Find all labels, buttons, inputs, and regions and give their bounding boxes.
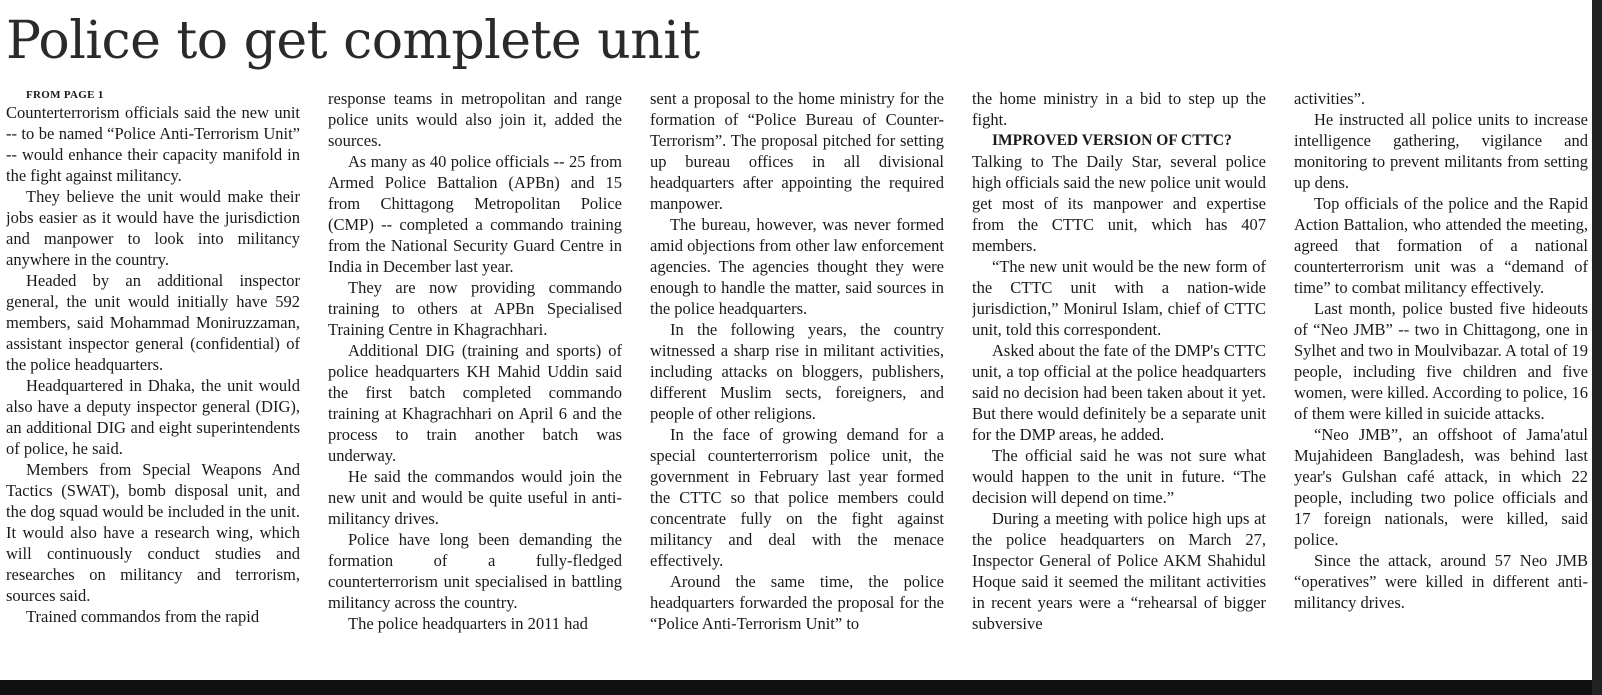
paragraph: The official said he was not sure what would happen to the unit in future. “The decision will depend on time.” [972,446,1266,507]
paragraph: Additional DIG (training and sports) of police headquarters KH Mahid Uddin said the first batch completed commando training at Khagrachhari on April 6 and the process to train another batch was underway. [328,341,622,465]
article-headline: Police to get complete unit [6,11,700,71]
paragraph: response teams in metropolitan and range police units would also join it, added the sources. [328,89,622,150]
paragraph: Around the same time, the police headquarters forwarded the proposal for the “Police Anti-Terrorism Unit” to [650,572,944,633]
paragraph: During a meeting with police high ups at the police headquarters on March 27, Inspector General of Police AKM Shahidul Hoque said it seemed the militant activities in recent years were a “rehearsal of bigger subversive [972,509,1266,633]
paragraph: Since the attack, around 57 Neo JMB “operatives” were killed in different anti-militancy drives. [1294,551,1588,612]
paragraph: Trained commandos from the rapid [26,607,260,626]
paragraph: “Neo JMB”, an offshoot of Jama'atul Mujahideen Bangladesh, was behind last year's Gulshan café attack, in which 22 people, including two police officials and 17 foreign nationals, were killed, said police. [1294,425,1588,549]
paragraph: As many as 40 police officials -- 25 from Armed Police Battalion (APBn) and 15 from Chittagong Metropolitan Police (CMP) -- completed a commando training from the National Security Guard Centre in India in December last year. [328,152,622,276]
column-5 [1294,88,1588,680]
article-columns [6,88,1588,680]
paragraph: Headed by an additional inspector general, the unit would initially have 592 members, said Mohammad Moniruzzaman, assistant inspector general (confidential) of the police headquarters. [6,271,300,374]
paragraph: They are now providing commando training to others at APBn Specialised Training Centre in Khagrachhari. [328,278,622,339]
paragraph: Talking to The Daily Star, several police high officials said the new police unit would get most of its manpower and expertise from the CTTC unit, which has 407 members. [972,152,1266,255]
continuation-kicker: FROM PAGE 1 [26,89,104,101]
column-2 [328,88,622,680]
paragraph: Police have long been demanding the formation of a fully-fledged counterterrorism unit specialised in battling militancy across the country. [328,530,622,612]
paragraph: Last month, police busted five hideouts of “Neo JMB” -- two in Chittagong, one in Sylhet and two in Moulvibazar. A total of 19 people, including five children and five women, were killed. According to police, 16 of them were killed in suicide attacks. [1294,299,1588,423]
paragraph: The bureau, however, was never formed amid objections from other law enforcement agencies. The agencies thought they were enough to handle the matter, said sources in the police headquarters. [650,215,944,318]
bottom-border [0,680,1602,695]
paragraph: He said the commandos would join the new unit and would be quite useful in anti-militancy drives. [328,467,622,528]
paragraph: activities”. [1294,89,1366,108]
column-4 [972,88,1266,680]
paragraph: sent a proposal to the home ministry for the formation of “Police Bureau of Counter-Terrorism”. The proposal pitched for setting up bureau offices in all divisional headquarters after appointing the required manpower. [650,89,944,213]
right-border [1592,0,1602,695]
column-1 [6,88,300,680]
paragraph: Top officials of the police and the Rapid Action Battalion, who attended the meeting, agreed that formation of a national counterterrorism unit was a “demand of time” to combat militancy effectively. [1294,194,1588,297]
paragraph: They believe the unit would make their jobs easier as it would have the jurisdiction and manpower to look into militancy anywhere in the country. [6,187,300,269]
paragraph: The police headquarters in 2011 had [348,614,588,633]
section-subhead: IMPROVED VERSION OF CTTC? [992,132,1232,149]
paragraph: Asked about the fate of the DMP's CTTC unit, a top official at the police headquarters said no decision had been taken about it yet. But there would definitely be a separate unit for the DMP areas, he added. [972,341,1266,444]
column-3 [650,88,944,680]
paragraph: In the face of growing demand for a special counterterrorism police unit, the government in February last year formed the CTTC so that police members could concentrate fully on the fight against militancy and deal with the menace effectively. [650,425,944,570]
paragraph: Counterterrorism officials said the new unit -- to be named “Police Anti-Terrorism Unit” -- would enhance their capacity manifold in the fight against militancy. [6,103,300,185]
paragraph: the home ministry in a bid to step up the fight. [972,89,1266,129]
paragraph: He instructed all police units to increase intelligence gathering, vigilance and monitoring to prevent militants from setting up dens. [1294,110,1588,192]
paragraph: Members from Special Weapons And Tactics (SWAT), bomb disposal unit, and the dog squad would be included in the unit. It would also have a research wing, which will continuously conduct studies and researches on militancy and terrorism, sources said. [6,460,300,605]
paragraph: “The new unit would be the new form of the CTTC unit with a nation-wide jurisdiction,” Monirul Islam, chief of CTTC unit, told this correspondent. [972,257,1266,339]
paragraph: Headquartered in Dhaka, the unit would also have a deputy inspector general (DIG), an additional DIG and eight superintendents of police, he said. [6,376,300,458]
paragraph: In the following years, the country witnessed a sharp rise in militant activities, including attacks on bloggers, publishers, different Muslim sects, foreigners, and people of other religions. [650,320,944,423]
